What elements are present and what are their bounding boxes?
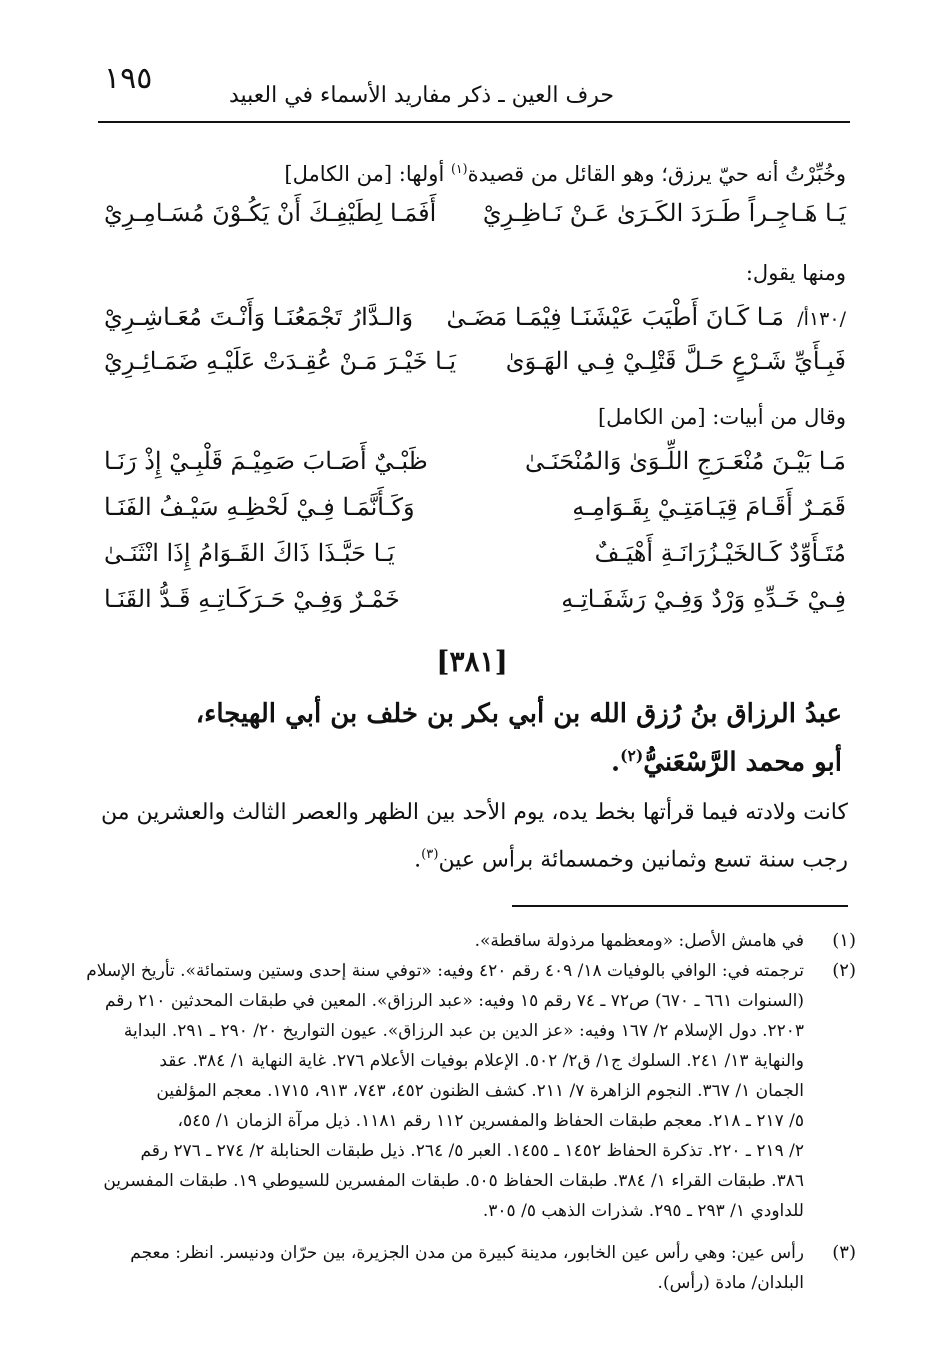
footnote-1-mark: (١) bbox=[832, 930, 856, 951]
footnote-2-line9: للداودي ١/ ٢٩٣ ـ ٢٩٥. شذرات الذهب ٥/ ٣٠٥. bbox=[482, 1201, 804, 1221]
footnote-2-line5: الجمان ١/ ٣٦٧. النجوم الزاهرة ٧/ ٢١١. كشف الظنون ٤٥٢، ٧٤٣، ٩١٣، ١٧١٥. معجم المؤلفين bbox=[156, 1081, 804, 1101]
poem3-line3-left: يَـا حَبَّـذَا ذَاكَ القَـوَامُ إِذَا انْثَنَـىٰ bbox=[104, 539, 395, 567]
poem3-line4-left: خَمْـرٌ وَفِـيْ حَـرَكَـاتِـهِ قَـدُّ القَنَـا bbox=[104, 585, 400, 613]
poem1-hemistich-right: يَـا هَـاجِـراً طَـرَدَ الكَـرَىٰ عَـنْ نَـاظِـرِيْ bbox=[482, 199, 846, 227]
entry-title-name: أبو محمد الرَّسْعَنيُّ bbox=[643, 747, 842, 778]
footnote-ref-3: (٣) bbox=[421, 847, 439, 862]
entry-body-line1: كانت ولادته فيما قرأتها بخط يده، يوم الأحد بين الظهر والعصر الثالث والعشرين من bbox=[100, 800, 848, 825]
entry-body-line2 bbox=[414, 838, 848, 877]
running-title: حرف العين ـ ذكر مفاريد الأسماء في العبيد bbox=[228, 83, 614, 108]
footnote-rule bbox=[512, 905, 848, 907]
footnote-2-line2: (السنوات ٦٦١ ـ ٦٧٠) ص٧٢ ـ ٧٤ رقم ١٥ وفيه: «عبد الرزاق». المعين في طبقات المحدثين ٢١٠ رقم bbox=[104, 991, 804, 1011]
poem3-line4-right: فِـيْ خَـدِّهِ وَرْدٌ وَفِـيْ رَشَفَـاتِـهِ bbox=[561, 585, 846, 613]
poem3-line2-right: قَمَـرٌ أَقَـامَ قِيَـامَتِـيْ بِقَـوَامِـهِ bbox=[572, 493, 846, 521]
poem3-line3-right: مُتَـأَوِّدٌ كَـالخَيْـزُرَانَـةِ أَهْيَـفٌ bbox=[594, 539, 846, 567]
page-number: ١٩٥ bbox=[104, 61, 153, 96]
poem2-line2-right: فَبِـأَيِّ شَـرْعٍ حَـلَّ قَتْلِـيْ فِـي الهَـوَىٰ bbox=[505, 347, 846, 375]
poem2-intro: ومنها يقول: bbox=[745, 261, 846, 285]
header-rule bbox=[98, 121, 850, 123]
entry-number: [٣٨١] bbox=[436, 645, 508, 678]
entry-title-line2 bbox=[611, 738, 842, 781]
footnote-2-line3: ٢٢٠٣. دول الإسلام ٢/ ١٦٧ وفيه: «عز الدين بن عبد الرزاق». عيون التواريخ ٢٠/ ٢٩٠ ـ ٢٩١. البداية bbox=[123, 1021, 804, 1041]
poem3-line1-left: ظَبْـيٌ أَصَـابَ صَمِيْـمَ قَلْبِـيْ إِذْ رَنَـا bbox=[104, 447, 428, 475]
poem1-hemistich-left: أَفَمَـا لِطَيْفِـكَ أَنْ يَكُـوْنَ مُسَـامِـرِيْ bbox=[104, 199, 437, 227]
footnote-2-mark: (٢) bbox=[832, 960, 856, 981]
intro-text: وخُبِّرْتُ أنه حيّ يرزق؛ وهو القائل من قصيدة bbox=[467, 162, 846, 186]
folio-marker: /١٣٠أ/ bbox=[797, 308, 846, 330]
footnote-2-line1: ترجمته في: الوافي بالوفيات ١٨/ ٤٠٩ رقم ٤٢٠ وفيه: «توفي سنة إحدى وستين وستمائة». تأريخ الإسلام bbox=[86, 961, 804, 981]
intro-text-end: أولها: [من الكامل] bbox=[284, 162, 451, 186]
poem2-line1-left: وَالـدَّارُ تَجْمَعُنَـا وَأَنْـتَ مُعَـاشِـرِيْ bbox=[104, 303, 414, 331]
footnote-3-line1: رأس عين: وهي رأس عين الخابور، مدينة كبيرة من مدن الجزيرة، بين حرّان ودنيسر. انظر: معجم bbox=[130, 1243, 804, 1263]
poem2-line1-right: مَـا كَـانَ أَطْيَبَ عَيْشَنَـا فِيْمَـا مَضَـىٰ bbox=[446, 303, 784, 331]
footnote-1-line1: في هامش الأصل: «ومعظمها مرذولة ساقطة». bbox=[474, 931, 804, 951]
footnote-ref-1: (١) bbox=[450, 161, 468, 176]
poem3-intro: وقال من أبيات: [من الكامل] bbox=[597, 405, 846, 429]
footnote-3-line2: البلدان/ مادة (رأس). bbox=[657, 1273, 804, 1293]
intro-line bbox=[284, 154, 846, 189]
entry-title-end: . bbox=[611, 747, 621, 778]
footnote-2-line4: والنهاية ١٣/ ٢٤١. السلوك ج١/ ق٢/ ٥٠٢. الإعلام بوفيات الأعلام ٢٧٦. غاية النهاية ١/ ٣٨٤. عقد bbox=[159, 1051, 804, 1071]
poem3-line1-right: مَـا بَيْـنَ مُنْعَـرَجِ اللِّـوَىٰ وَالمُنْحَنَـىٰ bbox=[525, 447, 846, 475]
poem2-line2-left: يَـا خَيْـرَ مَـنْ عُقِـدَتْ عَلَيْـهِ ضَمَـائِـرِيْ bbox=[104, 347, 457, 375]
footnote-2-line6: ٥/ ٢١٧ ـ ٢١٨. معجم طبقات الحفاظ والمفسرين ١١٢ رقم ١١٨١. ذيل مرآة الزمان ١/ ٥٤٥، bbox=[177, 1111, 804, 1131]
entry-title-line1: عبدُ الرزاق بنُ رُزق الله بن أبي بكر بن خلف بن أبي الهيجاء، bbox=[195, 699, 842, 729]
footnote-2-line7: ٢/ ٢١٩ ـ ٢٢٠. تذكرة الحفاظ ١٤٥٢ ـ ١٤٥٥. العبر ٥/ ٢٦٤. ذيل طبقات الحنابلة ٢/ ٢٧٤ ـ ٢٧٦ رقم bbox=[140, 1141, 804, 1161]
footnote-2-line8: ٣٨٦. طبقات القراء ١/ ٣٨٤. طبقات الحفاظ ٥٠٥. طبقات المفسرين للسيوطي ١٩. طبقات المفسرين bbox=[103, 1171, 804, 1191]
entry-body-text: رجب سنة تسع وثمانين وخمسمائة برأس عين bbox=[438, 847, 848, 873]
footnote-3-mark: (٣) bbox=[832, 1242, 856, 1263]
footnote-ref-2: (٢) bbox=[620, 746, 644, 765]
poem3-line2-left: وَكَـأَنَّمَـا فِـيْ لَحْظِـهِ سَيْـفُ الفَنَـا bbox=[104, 493, 415, 521]
entry-body-end: . bbox=[414, 847, 422, 873]
